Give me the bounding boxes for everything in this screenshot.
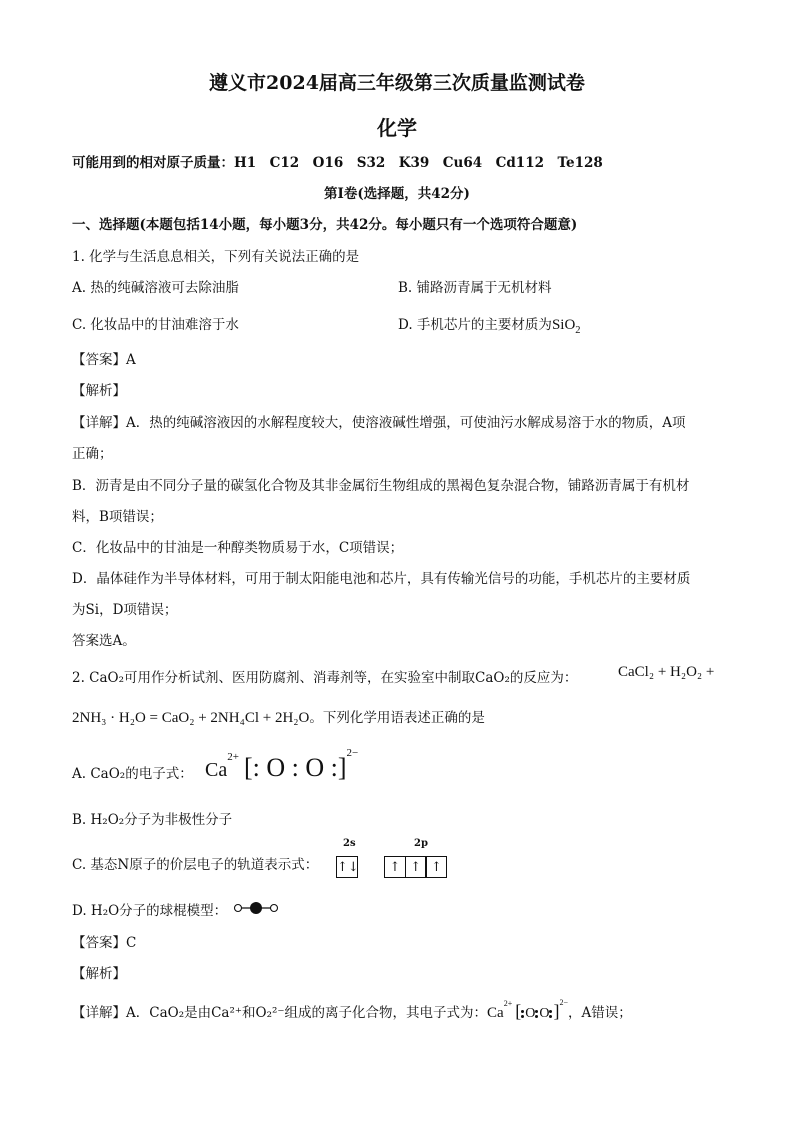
orbital-2p-cell: ↑ (405, 856, 427, 878)
q2-detail-a (72, 998, 632, 1022)
q1-detail-d-line2: 为Si，D项错误； (72, 602, 178, 618)
q2-option-c-label: C. 基态N原子的价层电子的轨道表示式： (72, 857, 319, 873)
q1-answer: 【答案】A (72, 352, 136, 368)
orbital-2s-cell: ↑↓ (336, 856, 358, 878)
orbital-2p-boxes (384, 856, 447, 878)
q1-option-d (398, 313, 581, 334)
q2-detail-a-suffix: ，A错误； (568, 1005, 632, 1021)
q1-detail-a-line1: 【详解】A．热的纯碱溶液因的水解程度较大，使溶液碱性增强，可使油污水解成易溶于水的物质，A项 (72, 415, 686, 431)
q1-detail-d-line1: D．晶体硅作为半导体材料，可用于制太阳能电池和芯片，具有传输光信号的功能，手机芯片的主要材质 (72, 571, 691, 587)
q1-option-a: A. 热的纯碱溶液可去除油脂 (72, 280, 239, 296)
q1-option-d-formula: SiO$_2$ (551, 317, 581, 336)
water-ball-stick-model (232, 900, 280, 916)
q2-option-a-label: A. CaO₂的电子式： (72, 766, 193, 782)
q2-detail-a-electron-formula: $Ca^{2+}$ [ O O ]$^{2-}$ (487, 998, 568, 1021)
q1-analysis-label: 【解析】 (72, 383, 126, 399)
section-heading: 第Ⅰ卷(选择题，共42分) (324, 186, 470, 202)
q1-conclusion: 答案选A。 (72, 633, 136, 649)
orbital-2p-label: 2p (414, 838, 428, 849)
q1-detail-c: C．化妆品中的甘油是一种醇类物质易于水，C项错误； (72, 540, 404, 556)
subject-title: 化学 (377, 116, 417, 140)
q1-option-b: B. 铺路沥青属于无机材料 (398, 280, 552, 296)
q2-question-text: 。下列化学用语表述正确的是 (309, 710, 485, 726)
atomic-masses: 可能用到的相对原子质量：H1 C12 O16 S32 K39 Cu64 Cd112 Te128 (72, 155, 603, 171)
q2-equation-part2: 2NH₃ · H₂O = CaO₂ + 2NH₄Cl + 2H₂O (72, 710, 310, 726)
q1-detail-b-line2: 料，B项错误； (72, 509, 163, 525)
q1-detail-a-line2: 正确； (72, 446, 113, 462)
orbital-2p-cell: ↑ (384, 856, 406, 878)
exam-title: 遵义市2024届高三年级第三次质量监测试卷 (209, 72, 585, 94)
q2-answer: 【答案】C (72, 935, 137, 951)
orbital-2p-cell: ↑ (425, 856, 447, 878)
orbital-2s-box (336, 856, 358, 878)
q2-stem-line2 (72, 706, 485, 727)
q2-option-a-electron-formula: $Ca^{2+}$ [: O : O :]$^{2-}$ (205, 747, 359, 782)
q1-detail-b-line1: B．沥青是由不同分子量的碳氢化合物及其非金属衍生物组成的黑褐色复杂混合物，铺路沥青属于有机材 (72, 478, 690, 494)
q2-detail-a-text: 【详解】A．CaO₂是由Ca²⁺和O₂²⁻组成的离子化合物，其电子式为： (72, 1005, 488, 1021)
q2-equation-part1: CaCl₂ + H₂O₂ + (618, 664, 715, 680)
q2-option-d-label: D. H₂O分子的球棍模型： (72, 903, 228, 919)
section-instructions: 一、选择题(本题包括14小题，每小题3分，共42分。每小题只有一个选项符合题意) (72, 217, 578, 233)
q1-option-c: C. 化妆品中的甘油难溶于水 (72, 317, 239, 333)
q1-option-d-text: D. 手机芯片的主要材质为 (398, 317, 552, 333)
q2-stem-line1: 2. CaO₂可用作分析试剂、医用防腐剂、消毒剂等，在实验室中制取CaO₂的反应为： (72, 670, 578, 686)
orbital-2s-label: 2s (343, 838, 356, 849)
q1-stem: 1. 化学与生活息息相关，下列有关说法正确的是 (72, 249, 360, 265)
q2-analysis-label: 【解析】 (72, 966, 126, 982)
q2-option-b: B. H₂O₂分子为非极性分子 (72, 812, 233, 828)
